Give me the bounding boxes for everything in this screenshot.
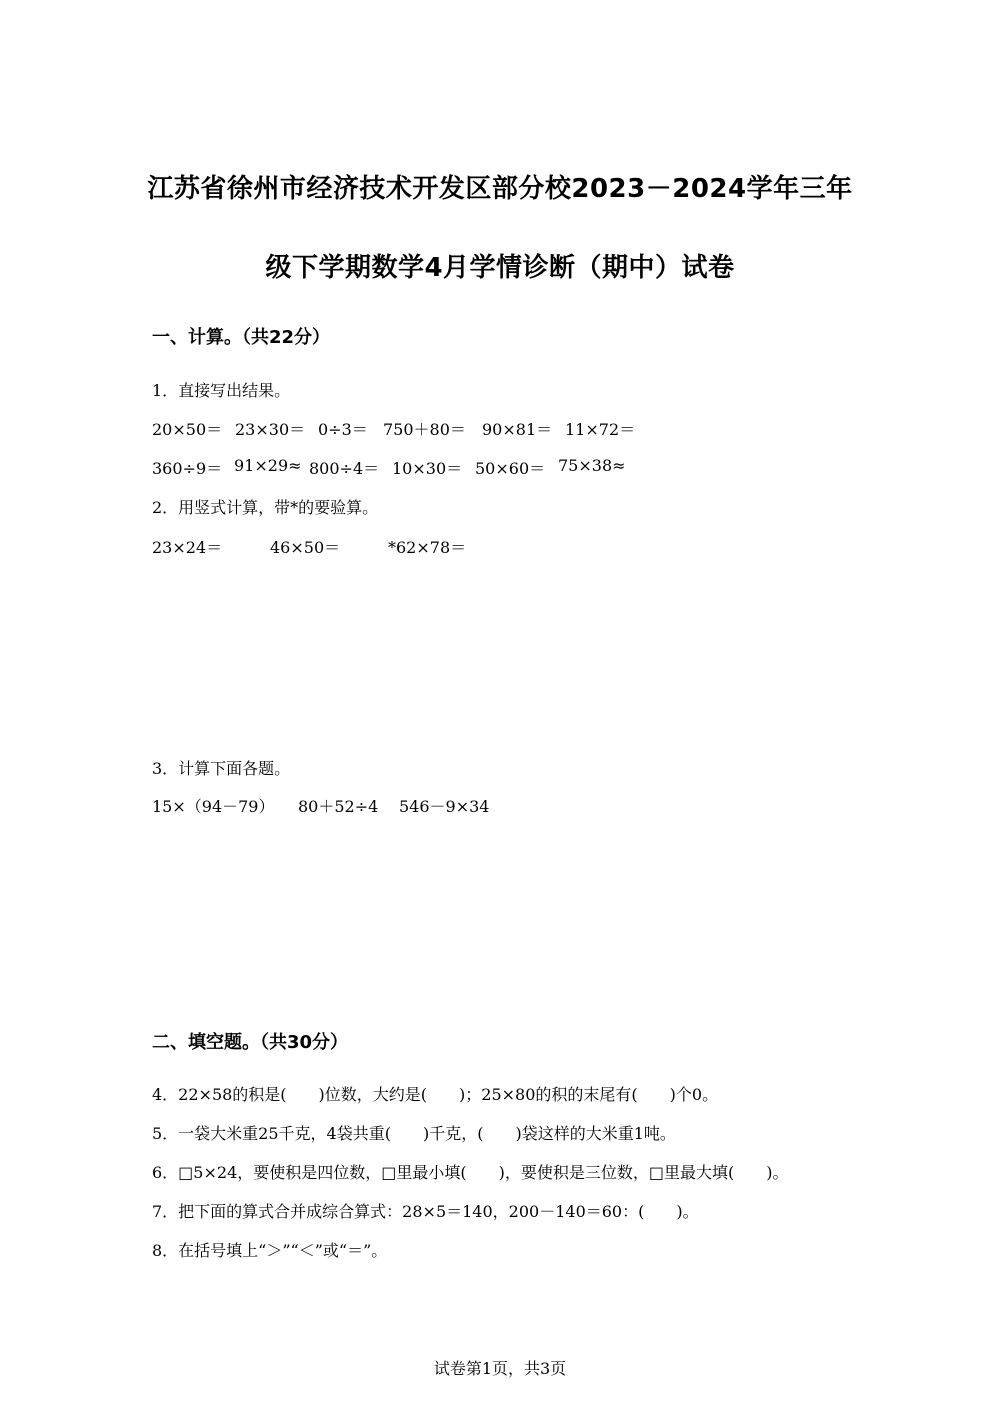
question-5: 5．一袋大米重25千克，4袋共重( )千克，( )袋这样的大米重1吨。	[152, 1124, 676, 1143]
mixed-calc-item: 80＋52÷4	[298, 797, 379, 816]
question-3-label: 3．计算下面各题。	[152, 759, 291, 778]
section-heading-calculation: 一、计算。（共22分）	[152, 327, 331, 348]
vertical-calc-item: 46×50＝	[270, 538, 341, 557]
oral-item: 10×30＝	[392, 459, 463, 478]
section-heading-fill-in: 二、填空题。（共30分）	[152, 1032, 349, 1053]
exam-title-line-1: 江苏省徐州市经济技术开发区部分校2023－2024学年三年	[147, 174, 853, 204]
question-7: 7．把下面的算式合并成综合算式：28×5＝140，200－140＝60：( )。	[152, 1202, 699, 1221]
oral-item: 20×50＝	[152, 420, 223, 439]
mixed-calc-item: 15×（94－79）	[152, 797, 275, 816]
oral-item: 91×29≈	[234, 456, 302, 475]
question-2-label: 2．用竖式计算，带*的要验算。	[152, 498, 379, 517]
vertical-calc-item: *62×78＝	[388, 538, 467, 557]
page-footer: 试卷第1页，共3页	[433, 1359, 567, 1378]
exam-title-line-2: 级下学期数学4月学情诊断（期中）试卷	[265, 253, 735, 283]
oral-item: 90×81＝	[482, 420, 553, 439]
question-1-row-2	[152, 456, 626, 479]
question-2-items	[152, 535, 466, 558]
question-4: 4．22×58的积是( )位数，大约是( )；25×80的积的末尾有( )个0。	[152, 1085, 719, 1104]
oral-item: 23×30＝	[235, 420, 306, 439]
question-8: 8．在括号填上“＞”“＜”或“＝”。	[152, 1241, 388, 1260]
oral-item: 750＋80＝	[383, 420, 466, 439]
oral-item: 800÷4＝	[309, 459, 380, 478]
oral-item: 0÷3＝	[318, 420, 368, 439]
question-1-label: 1．直接写出结果。	[152, 381, 291, 400]
oral-item: 50×60＝	[475, 459, 546, 478]
vertical-calc-item: 23×24＝	[152, 538, 223, 557]
question-1-row-1	[152, 417, 635, 440]
mixed-calc-item: 546－9×34	[399, 797, 490, 816]
question-6: 6．□5×24，要使积是四位数，□里最小填( )，要使积是三位数，□里最大填( )。	[152, 1163, 789, 1182]
oral-item: 75×38≈	[558, 456, 626, 475]
question-3-items	[152, 794, 490, 817]
oral-item: 360÷9＝	[152, 459, 223, 478]
oral-item: 11×72＝	[565, 420, 636, 439]
